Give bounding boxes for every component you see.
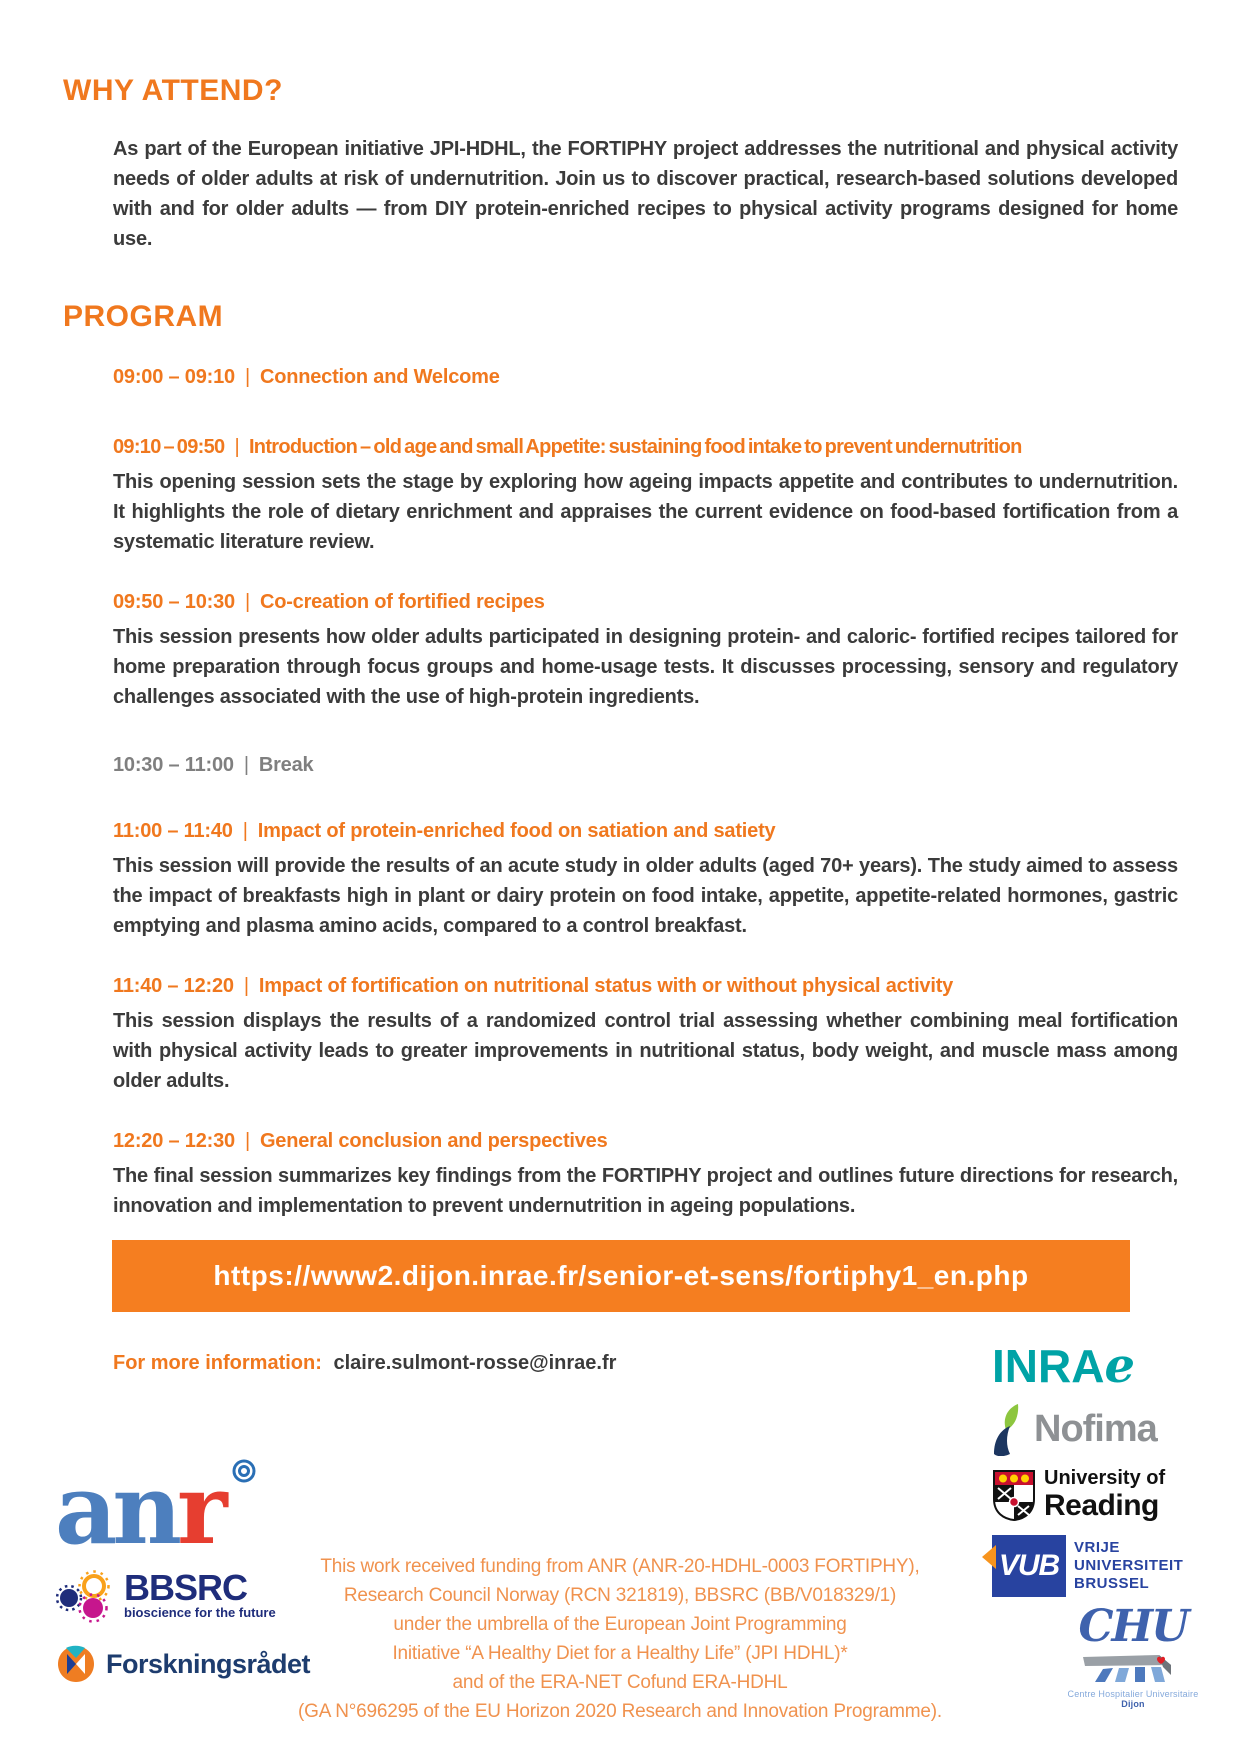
program-sessions [113,364,1178,1221]
forskningsradet-wordmark: Forskningsrådet [106,1648,311,1679]
why-attend-heading: WHY ATTEND? [63,74,283,107]
inrae-e-glyph: e [1104,1338,1135,1394]
session-description: The final session summarizes key findings from the FORTIPHY project and outlines future directions for research, innovation and implementation to prevent undernutrition in ageing populations. [113,1165,1178,1217]
chu-wordmark: CHU [1078,1601,1188,1652]
bbsrc-logo [56,1566,276,1624]
session-connection-welcome [113,364,1178,390]
session-cocreation [113,589,1178,712]
session-description: This session will provide the results of an acute study in older adults (aged 70+ years). The study aimed to assess the impact of breakfasts high in plant or dairy protein on food intake, appetite, appetite-related hormones, gastric emptying and plasma amino acids, compared to a control breakfast. [113,855,1178,937]
reading-shield-icon [992,1469,1036,1521]
session-time: 10:30 – 11:00 [113,754,234,776]
funding-line: This work received funding from ANR (ANR-20-HDHL-0003 FORTIPHY), [320,1556,920,1577]
session-description: This opening session sets the stage by exploring how ageing impacts appetite and contributes to undernutrition. It highlights the role of dietary enrichment and appraises the current evidence on food-based fortification from a systematic literature review. [113,471,1178,553]
bbsrc-wordmark: BBSRC bioscience for the future [124,1566,276,1620]
session-title [113,752,1178,778]
session-separator: | [243,754,249,776]
session-conclusion [113,1128,1178,1221]
funding-line: Research Council Norway (RCN 321819), BBSRC (BB/V018329/1) [343,1585,897,1606]
nofima-logo [992,1402,1222,1456]
vub-logo [992,1535,1222,1597]
anr-wordmark: anr [55,1453,223,1566]
contact-line [113,1352,616,1375]
session-separator: | [244,366,250,388]
session-break [113,752,1178,778]
session-separator: | [244,1130,250,1152]
session-time: 09:50 – 10:30 [113,591,235,613]
vub-wordmark: VRIJE UNIVERSITEIT BRUSSEL [1074,1539,1184,1592]
vub-box-icon [992,1535,1066,1597]
session-time: 12:20 – 12:30 [113,1130,235,1152]
session-fortification-status [113,973,1178,1096]
website-url[interactable]: https://www2.dijon.inrae.fr/senior-et-sens/fortiphy1_en.php [213,1260,1029,1291]
session-description: This session presents how older adults participated in designing protein- and caloric- fortified recipes tailored for home preparation through focus groups and home-usage tests. It discusses processing, sensory and regulatory challenges associated with the use of high-protein ingredients. [113,626,1178,708]
nofima-leaf-icon [992,1402,1028,1456]
inrae-logo [992,1338,1222,1394]
vub-abbr: VUB [998,1549,1060,1582]
session-name: Impact of protein-enriched food on satiation and satiety [257,820,776,842]
session-separator: | [244,591,250,613]
session-name: Break [258,754,314,776]
session-title [113,1128,1178,1154]
session-name: General conclusion and perspectives [259,1130,608,1152]
bbsrc-cells-icon [56,1566,120,1624]
forskningsradet-logo [56,1644,310,1684]
funding-line: (GA N°696295 of the EU Horizon 2020 Research and Innovation Programme). [298,1701,942,1722]
forskningsradet-icon [56,1644,96,1684]
program-heading: PROGRAM [63,300,224,333]
contact-email[interactable]: claire.sulmont-rosse@inrae.fr [333,1352,617,1374]
session-name: Introduction – old age and small Appetite: sustaining food intake to prevent undernutrition [248,436,1022,458]
session-time: 09:10 – 09:50 [113,436,225,458]
funding-line: under the umbrella of the European Joint Programming [393,1614,847,1635]
session-time: 11:40 – 12:20 [113,975,234,997]
session-separator: | [243,975,249,997]
session-title [113,364,1178,390]
session-time: 09:00 – 09:10 [113,366,235,388]
nofima-wordmark: Nofima [1034,1407,1157,1450]
chu-dijon-logo [1058,1601,1208,1709]
session-name: Co-creation of fortified recipes [259,591,545,613]
university-of-reading-logo [992,1468,1222,1521]
session-title [113,434,1178,460]
session-time: 11:00 – 11:40 [113,820,233,842]
session-satiation [113,818,1178,941]
session-introduction [113,434,1178,557]
session-separator: | [242,820,248,842]
session-name: Impact of fortification on nutritional status with or without physical activity [258,975,954,997]
chu-building-icon [1058,1649,1208,1683]
reading-wordmark: University of Reading [1044,1467,1166,1522]
session-title [113,818,1178,844]
funding-acknowledgement [240,1552,1000,1726]
inrae-wordmark: INRA [992,1340,1105,1392]
website-link-banner[interactable] [112,1240,1130,1312]
session-title [113,589,1178,615]
partner-logos-right [992,1338,1222,1709]
anr-circle-icon [231,1458,257,1484]
chu-caption: Centre Hospitalier Universitaire Dijon [1067,1689,1199,1709]
why-attend-paragraph: As part of the European initiative JPI-HDHL, the FORTIPHY project addresses the nutritional and physical activity needs of older adults at risk of undernutrition. Join us to discover practical, research-based solutions developed with and for older adults — from DIY protein-enriched recipes to physical activity programs designed for home use. [113,138,1178,250]
session-description: This session displays the results of a randomized control trial assessing whether combining meal fortification with physical activity leads to greater improvements in nutritional status, body weight, and muscle mass among older adults. [113,1010,1178,1092]
vub-triangle-icon [982,1545,996,1569]
anr-logo [55,1453,257,1566]
funding-line: Initiative “A Healthy Diet for a Healthy Life” (JPI HDHL)* [392,1643,848,1664]
session-separator: | [234,436,239,458]
funding-line: and of the ERA-NET Cofund ERA-HDHL [452,1672,788,1693]
contact-label: For more information: [113,1352,322,1374]
session-name: Connection and Welcome [259,366,500,388]
session-title [113,973,1178,999]
